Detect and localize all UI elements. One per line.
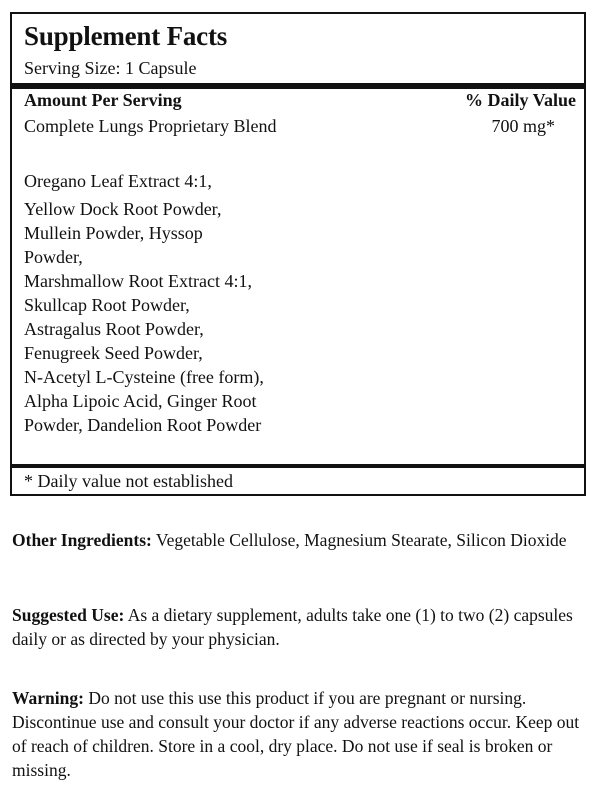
serving-size: Serving Size: 1 Capsule (24, 58, 197, 78)
suggested-use-text: As a dietary supplement, adults take one (1) to two (2) capsules daily or as directed by your physician. (12, 605, 573, 649)
ingredient-line: Oregano Leaf Extract 4:1, (24, 171, 212, 191)
ingredient-list (24, 169, 264, 437)
ingredient-line: Marshmallow Root Extract 4:1, (24, 271, 252, 291)
ingredient-line: Alpha Lipoic Acid, Ginger Root (24, 391, 257, 411)
ingredient-line: Mullein Powder, Hyssop (24, 223, 203, 243)
other-ingredients-text: Vegetable Cellulose, Magnesium Stearate, Silicon Dioxide (151, 530, 567, 550)
ingredient-line: Yellow Dock Root Powder, (24, 199, 222, 219)
ingredient-line: Skullcap Root Powder, (24, 295, 190, 315)
ingredient-line: Astragalus Root Powder, (24, 319, 204, 339)
other-ingredients-label: Other Ingredients: (12, 530, 152, 550)
warning-label: Warning: (12, 688, 84, 708)
daily-value-header: % Daily Value (464, 90, 576, 110)
footnote-divider (12, 464, 584, 468)
blend-name: Complete Lungs Proprietary Blend (24, 116, 277, 136)
warning-text: Do not use this use this product if you are pregnant or nursing. Discontinue use and consult your doctor if any adverse reactions occur. Keep out of reach of children. Store in a cool, dry place. Do not use if seal is broken or missing. (12, 688, 580, 780)
suggested-use (12, 603, 592, 651)
other-ingredients (12, 528, 592, 552)
warning (12, 686, 592, 782)
amount-per-serving-header: Amount Per Serving (24, 90, 182, 110)
suggested-use-label: Suggested Use: (12, 605, 125, 625)
ingredient-line: Powder, (24, 247, 83, 267)
daily-value-footnote: * Daily value not established (24, 471, 233, 491)
ingredient-line: N-Acetyl L-Cysteine (free form), (24, 367, 264, 387)
blend-amount: 700 mg* (491, 116, 555, 136)
supplement-facts-panel (10, 12, 586, 496)
panel-title: Supplement Facts (24, 21, 228, 51)
ingredient-line: Fenugreek Seed Powder, (24, 343, 203, 363)
ingredient-line: Powder, Dandelion Root Powder (24, 415, 262, 435)
